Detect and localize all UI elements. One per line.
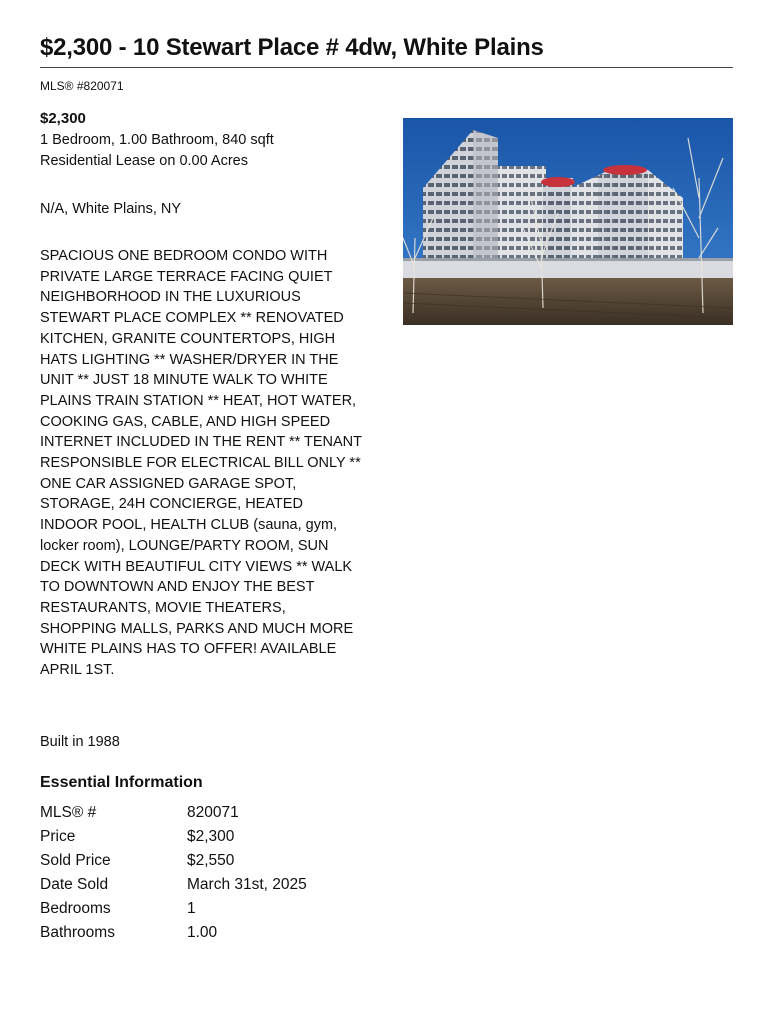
info-value: 1	[187, 900, 196, 917]
info-label: MLS® #	[40, 804, 97, 821]
info-value: $2,300	[187, 828, 235, 845]
info-row	[40, 923, 307, 947]
info-row	[40, 899, 307, 923]
info-row	[40, 803, 307, 827]
mls-number: MLS® #820071	[40, 79, 124, 93]
price-heading: $2,300	[40, 110, 86, 127]
info-label: Date Sold	[40, 876, 109, 893]
info-label: Sold Price	[40, 852, 111, 869]
info-value: $2,550	[187, 852, 235, 869]
year-built: Built in 1988	[40, 734, 120, 750]
essential-info-heading: Essential Information	[40, 774, 203, 791]
property-photo	[403, 118, 733, 325]
building-illustration	[403, 118, 733, 325]
listing-location: N/A, White Plains, NY	[40, 201, 182, 217]
info-label: Bathrooms	[40, 924, 115, 941]
summary-rooms: 1 Bedroom, 1.00 Bathroom, 840 sqft	[40, 132, 274, 148]
info-row	[40, 827, 307, 851]
listing-description: SPACIOUS ONE BEDROOM CONDO WITH PRIVATE LARGE TERRACE FACING QUIET NEIGHBORHOOD IN THE LUXURIOUS STEWART PLACE COMPLEX ** RENOVATED KITCHEN, GRANITE COUNTERTOPS, HIGH HATS LIGHTING ** WASHER/DRYER IN THE UNIT ** JUST 18 MINUTE WALK TO WHITE PLAINS TRAIN STATION ** HEAT, HOT WATER, COOKING GAS, CABLE, AND HIGH SPEED INTERNET INCLUDED IN THE RENT ** TENANT RESPONSIBLE FOR ELECTRICAL BILL ONLY ** ONE CAR ASSIGNED GARAGE SPOT, STORAGE, 24H CONCIERGE, HEATED INDOOR POOL, HEALTH CLUB (sauna, gym, locker room), LOUNGE/PARTY ROOM, SUN DECK WITH BEAUTIFUL CITY VIEWS ** WALK TO DOWNTOWN AND ENJOY THE BEST RESTAURANTS, MOVIE THEATERS, SHOPPING MALLS, PARKS AND MUCH MORE WHITE PLAINS HAS TO OFFER! AVAILABLE APRIL 1ST.	[40, 248, 362, 679]
info-value: 820071	[187, 804, 239, 821]
info-row	[40, 875, 307, 899]
page-title: $2,300 - 10 Stewart Place # 4dw, White Plains	[40, 34, 544, 61]
info-label: Bedrooms	[40, 900, 111, 917]
info-value: 1.00	[187, 924, 218, 941]
summary-lease: Residential Lease on 0.00 Acres	[40, 153, 248, 169]
info-row	[40, 851, 307, 875]
listing-summary	[40, 130, 274, 172]
title-divider	[40, 67, 733, 68]
info-label: Price	[40, 828, 76, 845]
essential-info-table	[40, 803, 307, 947]
info-value: March 31st, 2025	[187, 876, 307, 893]
